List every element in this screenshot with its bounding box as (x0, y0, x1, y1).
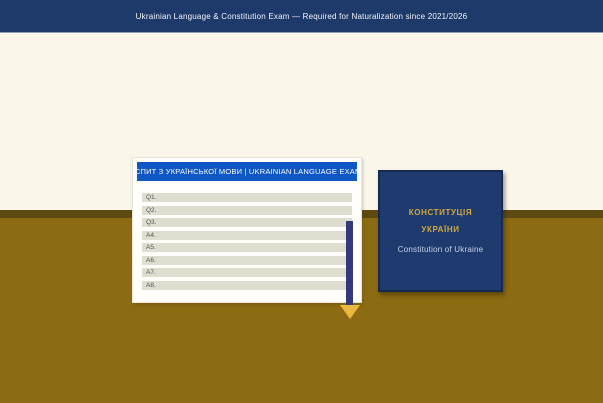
question-row-q3: Q3. (142, 218, 352, 227)
book-subtitle: Constitution of Ukraine (397, 245, 484, 254)
top-banner-title: Ukrainian Language & Constitution Exam — Required for Naturalization since 2021/2026 (135, 11, 468, 21)
book-title-line2: УКРАЇНИ (421, 225, 460, 234)
question-row-a8: A8. (142, 281, 352, 290)
question-row-a4: A4. (142, 231, 352, 240)
question-row-q2: Q2. (142, 206, 352, 215)
question-row-a6: A6. (142, 256, 352, 265)
top-banner (0, 0, 603, 33)
scroll-arrow-head (340, 305, 360, 319)
question-row-q1: Q1. (142, 193, 352, 202)
constitution-book (378, 170, 503, 292)
exam-question-list (133, 185, 361, 290)
book-title-line1: КОНСТИТУЦІЯ (408, 208, 473, 217)
scroll-down-arrow-icon[interactable] (340, 221, 360, 321)
question-row-a7: A7. (142, 268, 352, 277)
exam-card-title: ІСПИТ З УКРАЇНСЬКОЇ МОВИ | UKRAINIAN LANGUAGE EXAM (132, 167, 362, 176)
exam-card (132, 157, 362, 303)
scroll-arrow-shaft (346, 221, 353, 307)
exam-card-header (132, 162, 362, 181)
question-row-a5: A5. (142, 243, 352, 252)
